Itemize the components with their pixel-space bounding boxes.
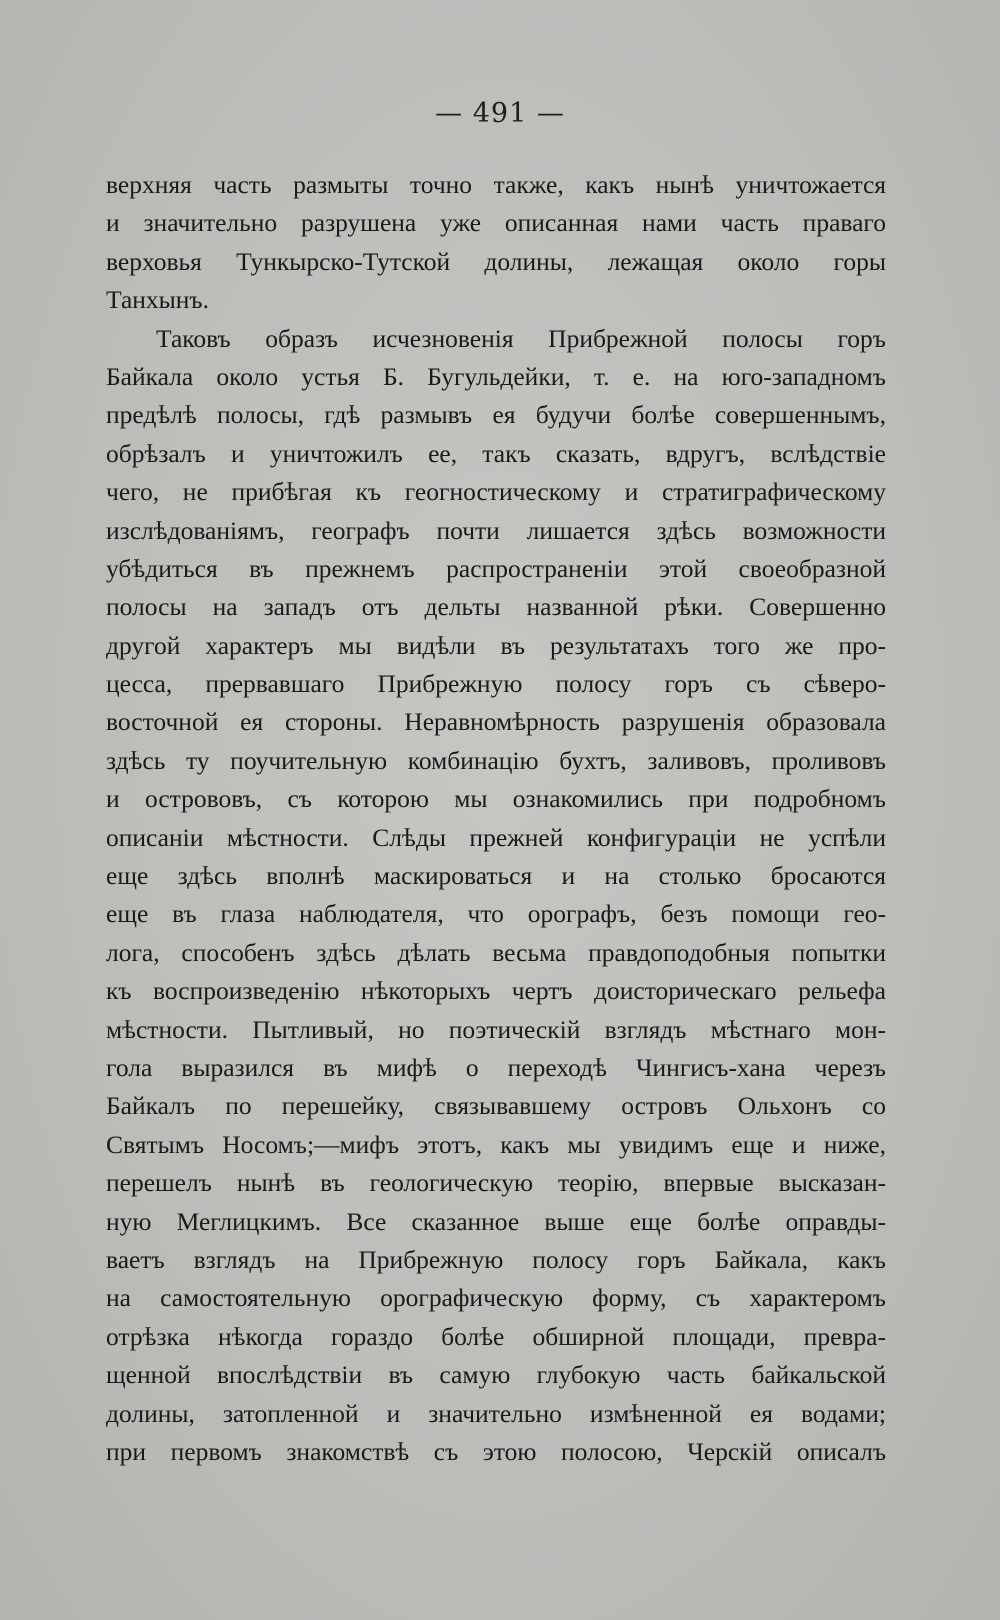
text-line: предѣлѣ полосы, гдѣ размывъ ея будучи болѣе совершеннымъ, [106,400,886,430]
text-line: мѣстности. Пытливый, но поэтическій взглядъ мѣстнаго мон- [106,1014,886,1044]
text-line: гола выразился въ мифѣ о переходѣ Чингисъ-хана черезъ [106,1052,886,1082]
text-line: ваетъ взглядъ на Прибрежную полосу горъ Байкала, какъ [106,1244,886,1274]
text-line: ную Меглицкимъ. Все сказанное выше еще болѣе оправды- [106,1206,886,1236]
text-line: описаніи мѣстности. Слѣды прежней конфигураціи не успѣли [106,822,886,852]
text-line: долины, затопленной и значительно измѣненной ея водами; [106,1398,886,1428]
text-line: Танхынъ. [106,285,209,315]
text-line: верхняя часть размыты точно также, какъ нынѣ уничтожается [106,170,886,199]
text-line: къ воспроизведенію нѣкоторыхъ чертъ доисторическаго рельефа [106,976,886,1006]
text-line: цесса, прервавшаго Прибрежную полосу горъ съ сѣверо- [106,669,886,699]
text-line: еще въ глаза наблюдателя, что орографъ, безъ помощи гео- [106,899,886,929]
text-line: другой характеръ мы видѣли въ результатахъ того же про- [106,630,886,660]
text-line: и острововъ, съ которою мы ознакомились при подробномъ [106,784,886,814]
text-line: на самостоятельную орографическую форму, съ характеромъ [106,1283,886,1313]
text-line: здѣсь ту поучительную комбинацію бухтъ, заливовъ, проливовъ [106,745,886,775]
text-line: Байкала около устья Б. Бугульдейки, т. е. на юго-западномъ [106,361,886,391]
text-line: Байкалъ по перешейку, связывавшему островъ Ольхонъ со [106,1091,886,1121]
text-line: перешелъ нынѣ въ геологическую теорію, впервые высказан- [106,1168,886,1198]
text-line: восточной ея стороны. Неравномѣрность разрушенія образовала [106,707,886,737]
text-line: и значительно разрушена уже описанная нами часть праваго [106,208,886,238]
body-text [106,166,886,1471]
text-line: полосы на западъ отъ дельты названной рѣки. Совершенно [106,592,886,622]
page-number: — 491 — [435,98,565,129]
text-line: еще здѣсь вполнѣ маскироваться и на столько бросаются [106,861,886,891]
text-line: верховья Тункырско-Тутской долины, лежащая около горы [106,246,886,276]
text-line: обрѣзалъ и уничтожилъ ее, такъ сказать, вдругъ, вслѣдствіе [106,438,886,468]
text-line: при первомъ знакомствѣ съ этою полосою, Черскій описалъ [106,1436,886,1466]
text-line: Таковъ образъ исчезновенія Прибрежной полосы горъ [156,323,886,353]
text-line: чего, не прибѣгая къ геогностическому и стратиграфическому [106,477,886,507]
text-line: щенной впослѣдствіи въ самую глубокую часть байкальской [106,1360,886,1390]
text-line: отрѣзка нѣкогда гораздо болѣе обширной площади, превра- [106,1321,886,1351]
text-line: Святымъ Носомъ;—мифъ этотъ, какъ мы увидимъ еще и ниже, [106,1129,886,1159]
text-line: изслѣдованіямъ, географъ почти лишается здѣсь возможности [106,515,886,545]
text-line: убѣдиться въ прежнемъ распространеніи этой своеобразной [106,553,886,583]
text-line: лога, способенъ здѣсь дѣлать весьма правдоподобныя попытки [106,937,886,967]
